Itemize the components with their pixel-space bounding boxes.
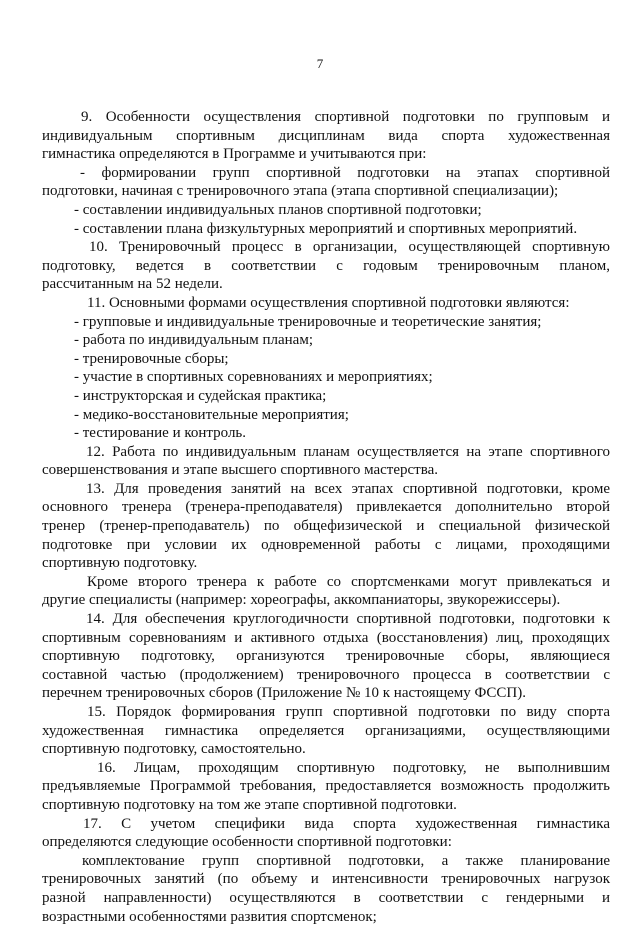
text-line: спортивную подготовку.	[42, 555, 198, 572]
text-line: 10. Тренировочный процесс в организации, осуществляющей спортивную	[89, 239, 610, 256]
text-line: Кроме второго тренера к работе со спортсменками могут привлекаться и	[87, 573, 610, 590]
text-line: 15. Порядок формирования групп спортивной подготовки по виду спорта	[87, 704, 610, 720]
text-line: 17. С учетом специфики вида спорта художественная гимнастика	[83, 815, 610, 832]
text-line: художественная гимнастика определяется организациями, осуществляющими	[42, 722, 610, 739]
text-line: 13. Для проведения занятий на всех этапах спортивной подготовки, кроме	[86, 480, 610, 497]
text-line: спортивную подготовку на том же этапе спортивной подготовки.	[42, 796, 457, 813]
text-line: гимнастика определяются в Программе и учитываются при:	[42, 146, 427, 163]
text-line: совершенствования и этапе высшего спортивного мастерства.	[42, 462, 439, 479]
text-line: 12. Работа по индивидуальным планам осуществляется на этапе спортивного	[86, 443, 610, 460]
text-line: возрастными особенностями развития спортсменок;	[42, 908, 377, 925]
text-line: определяются следующие особенности спортивной подготовки:	[42, 834, 452, 851]
text-line: перечнем тренировочных сборов (Приложение № 10 к настоящему ФССП).	[42, 685, 526, 702]
text-line: спортивную подготовку, самостоятельно.	[42, 741, 306, 758]
text-line: - формировании групп спортивной подготовки на этапах спортивной	[80, 164, 610, 181]
text-line: - тестирование и контроль.	[74, 425, 247, 442]
text-line: 9. Особенности осуществления спортивной подготовки по групповым и	[81, 109, 610, 125]
text-line: 16. Лицам, проходящим спортивную подготовку, не выполнившим	[97, 759, 610, 776]
text-line: тренировочных занятий (по объему и интенсивности тренировочных нагрузок	[42, 871, 610, 888]
text-line: предъявляемые Программой требования, предоставляется возможность продолжить	[42, 778, 610, 795]
text-line: спортивную подготовку, организуются тренировочные сборы, являющиеся	[42, 648, 610, 665]
text-line: подготовку, ведется в соответствии с годовым тренировочным планом,	[42, 257, 610, 274]
page-number: 7	[316, 56, 324, 71]
text-line: - составлении индивидуальных планов спортивной подготовки;	[74, 201, 482, 218]
text-line: другие специалисты (например: хореографы, аккомпаниаторы, звукорежиссеры).	[42, 592, 561, 609]
text-line: - участие в спортивных соревнованиях и мероприятиях;	[74, 369, 433, 386]
text-line: разной направленности) осуществляются в соответствии с гендерными и	[42, 889, 610, 906]
text-line: - инструкторская и судейская практика;	[74, 387, 327, 404]
text-line: тренер (тренер-преподаватель) по общефизической и специальной физической	[42, 518, 610, 535]
text-line: составной частью (продолжением) тренировочного процесса в соответствии с	[42, 666, 610, 683]
text-line: подготовке при условии их одновременной работы с лицами, проходящими	[42, 536, 610, 553]
text-line: спортивным соревнованиям и активного отдыха (восстановления) лиц, проходящих	[42, 629, 610, 646]
text-line: основного тренера (тренера-преподавателя) привлекается дополнительно второй	[42, 499, 610, 516]
text-line: подготовки, начиная с тренировочного этапа (этапа спортивной специализации);	[42, 183, 559, 200]
text-line: 14. Для обеспечения круглогодичности спортивной подготовки, подготовки к	[86, 611, 610, 628]
text-line: - работа по индивидуальным планам;	[74, 332, 313, 349]
text-line: - медико-восстановительные мероприятия;	[74, 406, 349, 423]
text-line: комплектование групп спортивной подготовки, а также планирование	[82, 852, 610, 869]
text-line: - составлении плана физкультурных мероприятий и спортивных мероприятий.	[74, 220, 578, 237]
text-line: - тренировочные сборы;	[74, 350, 229, 367]
text-line: индивидуальным спортивным дисциплинам вида спорта художественная	[42, 127, 610, 144]
text-line: - групповые и индивидуальные тренировочные и теоретические занятия;	[74, 313, 542, 330]
text-line: рассчитанным на 52 недели.	[42, 276, 223, 293]
text-line: 11. Основными формами осуществления спортивной подготовки являются:	[87, 294, 570, 311]
document-body	[42, 108, 610, 926]
